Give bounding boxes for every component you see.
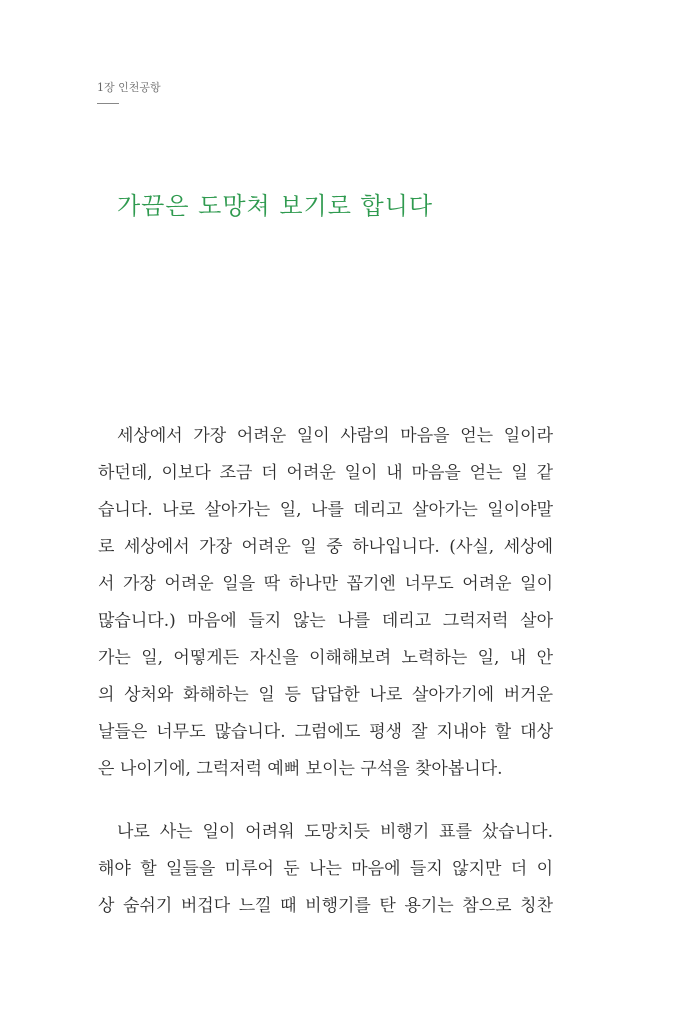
text-line: 날들은 너무도 많습니다. 그럼에도 평생 잘 지내야 할 대상 [98, 722, 553, 742]
text-line: 나로 사는 일이 어려워 도망치듯 비행기 표를 샀습니다. [117, 822, 553, 842]
section-title: 가끔은 도망쳐 보기로 합니다 [117, 192, 434, 220]
header-rule [97, 103, 119, 104]
text-line: 습니다. 나로 살아가는 일, 나를 데리고 살아가는 일이야말 [98, 500, 553, 520]
text-line: 하던데, 이보다 조금 더 어려운 일이 내 마음을 얻는 일 같 [98, 463, 553, 483]
text-line: 로 세상에서 가장 어려운 일 중 하나입니다. (사실, 세상에 [98, 537, 553, 557]
text-line: 해야 할 일들을 미루어 둔 나는 마음에 들지 않지만 더 이 [98, 859, 553, 879]
text-line: 가는 일, 어떻게든 자신을 이해해보려 노력하는 일, 내 안 [98, 648, 553, 668]
text-line: 상 숨쉬기 버겁다 느낄 때 비행기를 탄 용기는 참으로 칭찬 [98, 896, 553, 916]
text-line: 의 상처와 화해하는 일 등 답답한 나로 살아가기에 버거운 [98, 685, 553, 705]
text-line: 많습니다.) 마음에 들지 않는 나를 데리고 그럭저럭 살아 [98, 611, 553, 631]
text-line: 세상에서 가장 어려운 일이 사람의 마음을 얻는 일이라 [117, 426, 553, 446]
text-line: 서 가장 어려운 일을 딱 하나만 꼽기엔 너무도 어려운 일이 [98, 574, 553, 594]
text-line: 은 나이기에, 그럭저럭 예뻐 보이는 구석을 찾아봅니다. [98, 759, 503, 779]
chapter-header: 1장 인천공항 [97, 81, 161, 94]
